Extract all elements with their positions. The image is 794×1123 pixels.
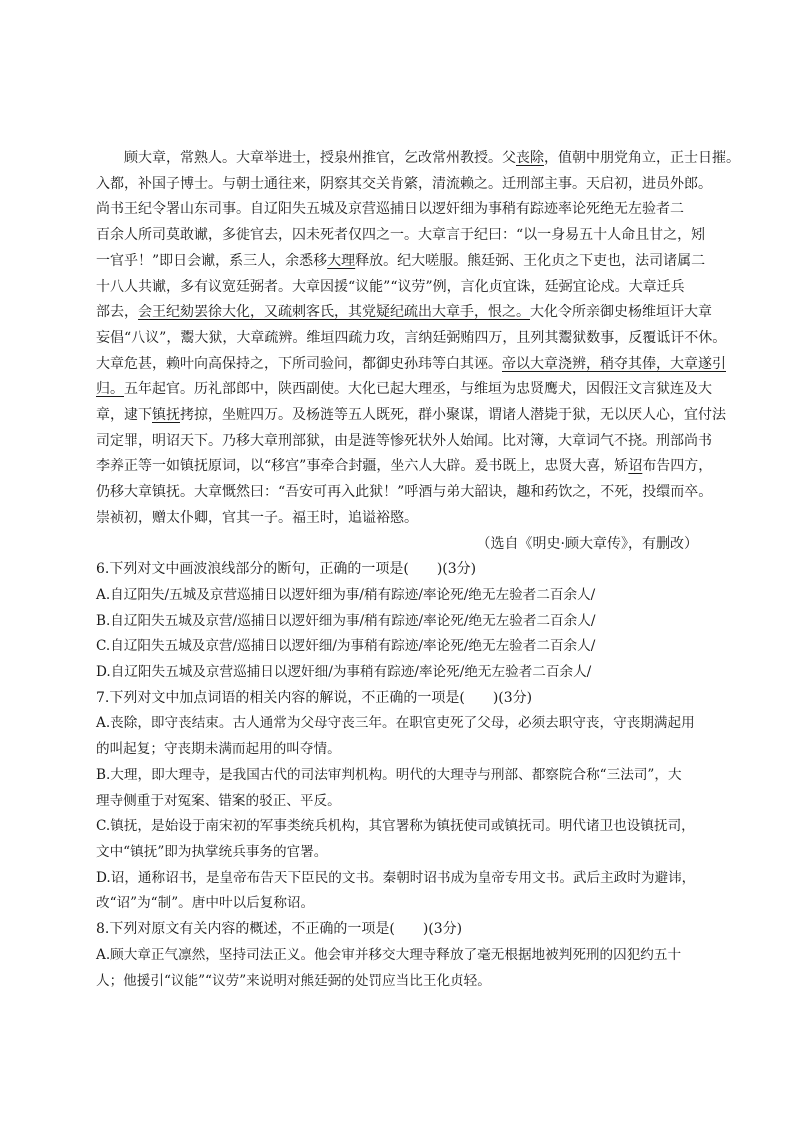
passage-line — [96, 197, 698, 223]
passage-segment: 十八人共谳，多有议宽廷弼者。大章因援“议能”“议劳”例，言化贞宜诛，廷弼宜论戍。大章迁兵 — [96, 278, 685, 295]
passage-line — [96, 506, 698, 532]
underlined-phrase: 镇抚 — [152, 407, 180, 424]
passage-line — [96, 146, 740, 172]
passage-segment: 章，逮下 — [96, 407, 152, 424]
question-option: 的叫起复；守丧期未满而起用的叫夺情。 — [96, 741, 341, 758]
underlined-phrase: 诏 — [628, 458, 643, 475]
passage-line — [96, 326, 727, 352]
underlined-phrase: 大理 — [327, 252, 356, 269]
passage-line — [96, 429, 712, 455]
question-option: B.大理，即大理寺，是我国古代的司法审判机构。明代的大理寺与刑部、都察院合称“三法司”，大 — [96, 766, 682, 783]
passage-line — [96, 480, 713, 506]
question-option: 理寺侧重于对冤案、错案的驳正、平反。 — [96, 792, 341, 809]
document-content — [96, 146, 740, 994]
passage-segment: 部去， — [96, 304, 138, 321]
passage-text — [96, 146, 740, 532]
question-stem: 6.下列对文中画波浪线部分的断句，正确的一项是( )(3分) — [96, 561, 477, 578]
passage-segment: 大章危甚，赖叶向高保持之，下所司验问，都御史孙玮等白其诬。 — [96, 355, 502, 372]
questions-section — [96, 557, 698, 994]
question-option: A.丧除，即守丧结束。古人通常为父母守丧三年。在职官吏死了父母，必须去职守丧，守丧期满起用 — [96, 715, 695, 732]
underlined-phrase: 归。 — [96, 381, 124, 398]
passage-segment: 李养正等一如镇抚原词，以“移宫”事牵合封疆，坐六人大辟。爰书既上，忠贤大喜，矫 — [96, 458, 629, 475]
passage-line — [96, 454, 713, 480]
underlined-phrase: 会王纪劾罢徐大化，又疏刺客氏，其党疑纪疏出大章手，恨之。 — [138, 304, 530, 321]
question-option: A.自辽阳失/五城及京营巡捕日以逻奸细为事/稍有踪迹/率论死/绝无左验者二百余人/ — [96, 586, 596, 603]
passage-segment: 释放。纪大嗟服。熊廷弼、王化贞之下吏也，法司诸属二 — [355, 252, 706, 269]
question-option: B.自辽阳失五城及京营/巡捕日以逻奸细为事/稍有踪迹/率论死/绝无左验者二百余人/ — [96, 612, 596, 629]
question-stem: 7.下列对文中加点词语的相关内容的解说，不正确的一项是( )(3分) — [96, 689, 533, 706]
question-stem: 8.下列对原文有关内容的概述，不正确的一项是( )(3分) — [96, 921, 463, 938]
underlined-phrase: 帝以大章浇辨，稍夺其俸，大章遂引 — [502, 355, 726, 372]
passage-segment: 妄倡“八议”，鬻大狱，大章疏辨。维垣四疏力攻，言纳廷弼贿四万，且列其鬻狱数事，反覆诋讦不休。 — [96, 329, 727, 346]
question-option: 人；他援引“议能”“议劳”来说明对熊廷弼的处罚应当比王化贞轻。 — [96, 972, 491, 989]
passage-segment: 大化令所亲御史杨维垣讦大章 — [530, 304, 712, 321]
passage-line — [96, 172, 712, 198]
passage-line — [96, 300, 712, 326]
passage-segment: 崇祯初，赠太仆卿，官其一子。福王时，追谥裕愍。 — [96, 509, 418, 526]
passage-segment: 司定罪，明诏天下。乃移大章刑部狱，由是涟等惨死状外人始闻。比对簿，大章词气不挠。刑部尚书 — [96, 432, 712, 449]
question-option: C.镇抚，是始设于南宋初的军事类统兵机构，其官署称为镇抚使司或镇抚司。明代诸卫也设镇抚司， — [96, 818, 695, 835]
passage-line — [96, 377, 712, 403]
underlined-phrase: 丧除 — [516, 150, 544, 166]
passage-segment: 尚书王纪令署山东司事。自辽阳失五城及京营巡捕日以逻奸细为事稍有踪迹率论死绝无左验者二 — [96, 201, 684, 218]
passage-segment: 五年起官。历礼部郎中，陕西副使。大化已起大理丞，与维垣为忠贤鹰犬，因假汪文言狱连及大 — [124, 381, 712, 398]
question-option: A.顾大章正气凛然，坚持司法正义。他会审并移交大理寺释放了毫无根据地被判死刑的囚犯约五十 — [96, 946, 682, 963]
question-option: D.自辽阳失五城及京营巡捕日以逻奸细/为事稍有踪迹/率论死/绝无左验者二百余人/ — [96, 664, 592, 681]
passage-segment: 顾大章，常熟人。大章举进士，授泉州推官，乞改常州教授。父 — [96, 150, 516, 166]
passage-segment: 布告四方， — [642, 458, 713, 475]
question-option: D.诏，通称诏书，是皇帝布告天下臣民的文书。秦朝时诏书成为皇帝专用文书。武后主政时为避讳， — [96, 869, 696, 886]
passage-line — [96, 403, 726, 429]
passage-segment: 一官乎！”即日会谳，系三人，余悉移 — [96, 252, 328, 269]
passage-line — [96, 352, 726, 378]
passage-segment: 仍移大章镇抚。大章慨然曰：“吾安可再入此狱！”呼酒与弟大韶诀，趣和药饮之，不死，投缳而卒。 — [96, 484, 713, 501]
passage-line — [96, 223, 706, 249]
passage-segment: 百余人所司莫敢谳，多徙官去，囚未死者仅四之一。大章言于纪曰：“以一身易五十人命且甘之，矧 — [96, 227, 706, 244]
passage-segment: 入都，补国子博士。与朝士通往来，阴察其交关肯綮，清流赖之。迁刑部主事。天启初，进员外郎。 — [96, 175, 712, 192]
question-option: 文中“镇抚”即为执掌统兵事务的官署。 — [96, 843, 328, 860]
passage-source: （选自《明史·顾大章传》，有删改） — [476, 535, 698, 552]
question-option: 改“诏”为“制”。唐中叶以后复称诏。 — [96, 895, 315, 912]
question-option: C.自辽阳失五城及京营/巡捕日以逻奸细/为事稍有踪迹/率论死/绝无左验者二百余人/ — [96, 638, 596, 655]
passage-segment: 拷掠，坐赃四万。及杨涟等五人既死，群小聚谋，谓诸人潜毙于狱，无以厌人心，宜付法 — [180, 407, 726, 424]
passage-line — [96, 249, 706, 275]
passage-line — [96, 275, 698, 301]
passage-segment: ，值朝中朋党角立，正士日摧。 — [544, 150, 740, 166]
